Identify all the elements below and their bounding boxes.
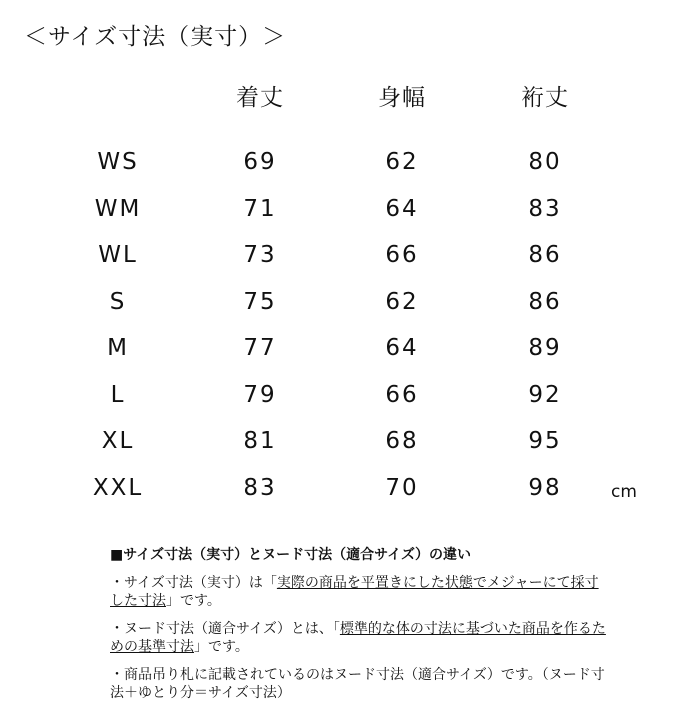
cell-sleeve: 98 — [528, 475, 562, 501]
note-item — [110, 666, 610, 702]
cell-sleeve: 95 — [528, 428, 562, 454]
note-text: ・商品吊り札に記載されているのはヌード寸法（適合サイズ）です。（ヌード寸法＋ゆとり分＝サイズ寸法） — [110, 667, 605, 701]
note-underlined-text: 実際の商品を平置きにした状態でメジャーにて採寸した寸法 — [110, 575, 599, 609]
cell-width: 62 — [385, 289, 419, 315]
cell-length: 81 — [243, 428, 277, 454]
cell-width: 64 — [385, 196, 419, 222]
cell-length: 69 — [243, 149, 277, 175]
row-size-label: WM — [94, 196, 142, 222]
cell-sleeve: 86 — [528, 242, 562, 268]
cell-width: 68 — [385, 428, 419, 454]
cell-length: 79 — [243, 382, 277, 408]
note-underlined-text: 標準的な体の寸法に基づいた商品を作るための基準寸法 — [110, 621, 606, 655]
cell-length: 77 — [243, 335, 277, 361]
row-size-label: L — [110, 382, 126, 408]
cell-width: 70 — [385, 475, 419, 501]
cell-width: 62 — [385, 149, 419, 175]
note-text: 」です。 — [194, 639, 249, 655]
row-size-label: S — [109, 289, 127, 315]
note-text: ・サイズ寸法（実寸）は「 — [110, 575, 277, 591]
notes-heading: ■サイズ寸法（実寸）とヌード寸法（適合サイズ）の違い — [110, 547, 471, 563]
cell-length: 71 — [243, 196, 277, 222]
note-text: 」です。 — [166, 593, 221, 609]
cell-length: 83 — [243, 475, 277, 501]
cell-sleeve: 92 — [528, 382, 562, 408]
cell-width: 64 — [385, 335, 419, 361]
page-title: ＜サイズ寸法（実寸）＞ — [24, 24, 287, 50]
row-size-label: WS — [97, 149, 139, 175]
column-header-length: 着丈 — [236, 85, 284, 111]
cell-sleeve: 89 — [528, 335, 562, 361]
cell-width: 66 — [385, 382, 419, 408]
column-header-sleeve: 裄丈 — [521, 85, 569, 111]
note-text: ・ヌード寸法（適合サイズ）とは、「 — [110, 621, 340, 637]
row-size-label: XL — [101, 428, 135, 454]
unit-label: cm — [611, 482, 637, 502]
row-size-label: WL — [98, 242, 138, 268]
cell-sleeve: 80 — [528, 149, 562, 175]
size-notes — [110, 546, 610, 702]
column-header-width: 身幅 — [378, 85, 426, 111]
cell-sleeve: 83 — [528, 196, 562, 222]
cell-sleeve: 86 — [528, 289, 562, 315]
note-item — [110, 620, 610, 656]
row-size-label: M — [107, 335, 129, 361]
note-item — [110, 574, 610, 610]
cell-width: 66 — [385, 242, 419, 268]
cell-length: 75 — [243, 289, 277, 315]
cell-length: 73 — [243, 242, 277, 268]
row-size-label: XXL — [92, 475, 144, 501]
